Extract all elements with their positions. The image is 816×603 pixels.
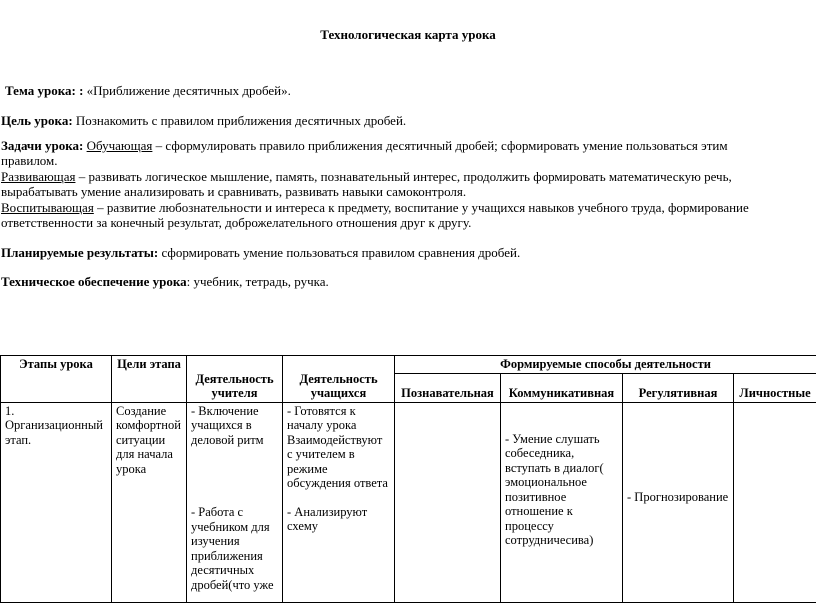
cell-teacher: [187, 402, 283, 602]
equipment-label: Техническое обеспечение урока: [1, 274, 187, 289]
header-cognitive: Познавательная: [395, 373, 501, 402]
educating-label: Воспитывающая: [1, 200, 94, 215]
header-teacher: Деятельность учителя: [187, 356, 283, 403]
tasks-label: Задачи урока:: [1, 138, 83, 153]
students-text-b: - Анализируют схему: [287, 505, 390, 534]
topic-label: Тема урока: :: [5, 83, 83, 98]
header-students: Деятельность учащихся: [283, 356, 395, 403]
developing-line: [1, 169, 732, 185]
header-regulative: Регулятивная: [623, 373, 734, 402]
cell-communicative: [501, 402, 623, 602]
lesson-plan-table: [0, 355, 816, 603]
cell-students: [283, 402, 395, 602]
table-row: [1, 402, 816, 602]
header-stages: Этапы урока: [1, 356, 112, 403]
educating-line-2: ответственности за конечный результат, доброжелательного отношения друг к другу.: [1, 215, 471, 231]
header-goals: Цели этапа: [112, 356, 187, 403]
results-line: [1, 245, 520, 261]
goal-value: Познакомить с правилом приближения десятичных дробей.: [73, 113, 407, 128]
equipment-value: : учебник, тетрадь, ручка.: [187, 274, 329, 289]
developing-label: Развивающая: [1, 169, 75, 184]
students-text-a: - Готовятся к началу урока Взаимодействуют с учителем в режиме обсуждения ответа: [287, 404, 390, 491]
teaching-label: Обучающая: [87, 138, 153, 153]
results-label: Планируемые результаты:: [1, 245, 158, 260]
cell-goal: Создание комфортной ситуации для начала урока: [112, 402, 187, 602]
cell-personal: [734, 402, 816, 602]
teacher-text-b: - Работа с учебником для изучения приближения десятичных дробей(что уже: [191, 505, 278, 592]
educating-line: [1, 200, 749, 216]
tasks-line-1: [1, 138, 728, 154]
header-personal: Личностные: [734, 373, 816, 402]
goal-line: [1, 113, 406, 129]
developing-text: – развивать логическое мышление, память, познавательный интерес, продолжить формировать математическую речь,: [75, 169, 731, 184]
developing-line-2: вырабатывать умение анализировать и сравнивать, развивать навыки самоконтроля.: [1, 184, 466, 200]
teaching-text: – сформулировать правило приближения десятичный дробей; сформировать умение пользоваться этим: [152, 138, 727, 153]
tasks-line-2: правилом.: [1, 153, 58, 169]
educating-text: – развитие любознательности и интереса к предмету, воспитание у учащихся навыков учебного труда, формирование: [94, 200, 749, 215]
header-group: Формируемые способы деятельности: [395, 356, 816, 374]
cell-regulative: [623, 402, 734, 602]
communicative-text: - Умение слушать собеседника, вступать в диалог( эмоциональное позитивное отношение к процессу сотрудничесива): [505, 432, 618, 548]
equipment-line: [1, 274, 329, 290]
topic-value: «Приближение десятичных дробей».: [87, 83, 291, 98]
cell-cognitive: [395, 402, 501, 602]
topic-line: [5, 83, 291, 99]
page-title: Технологическая карта урока: [0, 27, 816, 43]
regulative-text: - Прогнозирование: [627, 490, 729, 505]
goal-label: Цель урока:: [1, 113, 73, 128]
header-communicative: Коммуникативная: [501, 373, 623, 402]
cell-stage: 1. Организационный этап.: [1, 402, 112, 602]
table-header-row: [1, 356, 816, 374]
teacher-text-a: - Включение учащихся в деловой ритм: [191, 404, 278, 448]
results-value: сформировать умение пользоваться правилом сравнения дробей.: [158, 245, 520, 260]
